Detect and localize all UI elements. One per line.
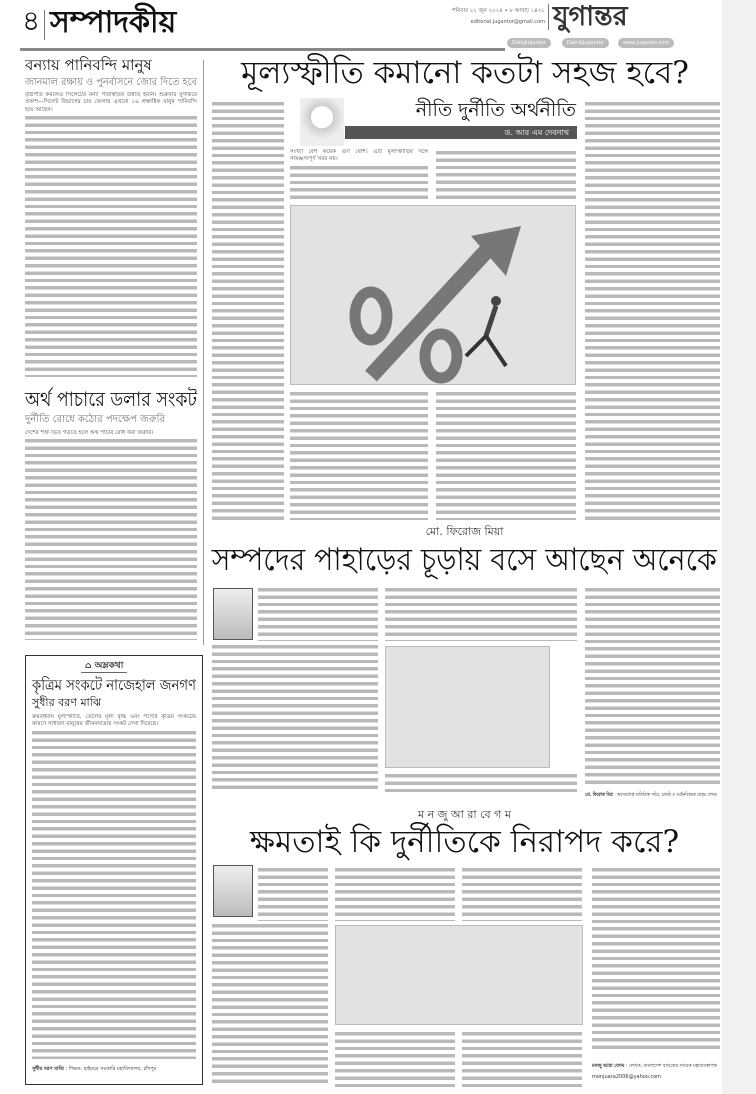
email: editorial.jugantor@gmail.com <box>470 19 545 25</box>
article-1-author: ড. আর এম দেবনাথ <box>504 128 569 137</box>
reader-box-title: কৃত্রিম সংকটে নাজেহাল জনগণ <box>32 676 196 694</box>
cartoon-power-corruption <box>335 925 583 1025</box>
article-1-body <box>436 149 576 199</box>
article-2-author: মো. ফিরোজ মিয়া <box>425 525 504 538</box>
article-3-body <box>258 866 328 921</box>
article-1-body <box>436 390 576 520</box>
article-3-body <box>212 922 328 1087</box>
reader-box-author: সুধীর বরণ মাঝি <box>32 696 102 709</box>
editorial-1-body: বৃষ্টিপাত কমলেও সিলেটের বন্যা পরিস্থিতির উন্নতি হয়নি। শুক্রবার যুগান্তরে প্রকাশ—সিলেট বিভাগের চার জেলায় এখনো ১৬ লক্ষাধিক মানুষ পানিবন্দি হয়ে আছেন। <box>25 92 197 377</box>
header-rule <box>20 48 505 51</box>
article-3-body <box>335 866 455 921</box>
divider <box>548 4 549 30</box>
author-photo <box>213 865 253 917</box>
cartoon-wealth-mountain <box>385 646 550 768</box>
divider <box>44 10 45 40</box>
article-2-body <box>385 586 577 641</box>
editorial-2-body: দেশের শক্ত ভিত গড়তে হলে অর্থ পাচার রোধ করা জরুরি। <box>25 430 197 640</box>
article-3-title: ক্ষমতাই কি দুর্নীতিকে নিরাপদ করে? <box>249 824 680 860</box>
article-2-body <box>212 643 378 793</box>
article-1-title: মূল্যস্ফীতি কমানো কতটা সহজ হবে? <box>241 55 689 91</box>
article-1-body <box>585 100 720 520</box>
article-3-body <box>592 866 720 1052</box>
editorial-2-subtitle: দুর্নীতি রোধে কঠোর পদক্ষেপ জরুরি <box>25 414 165 425</box>
article-2-body <box>585 586 720 786</box>
editorial-1-title: বন্যায় পানিবন্দি মানুষ <box>25 56 152 74</box>
inflation-illustration <box>290 205 576 385</box>
page-margin <box>722 0 756 1094</box>
reader-box-label: ⌂ অম্লকথা <box>81 660 127 673</box>
page-number: ৪ <box>22 4 41 37</box>
article-3-bio: মনজু আরা বেগম : লেখক, বাংলাদেশ ব্যাংকের সাবেক মহাব্যবস্থাপক <box>592 1063 717 1069</box>
website-link[interactable]: www.jugantor.com <box>618 38 674 48</box>
author-email: monjuara2006@yahoo.com <box>592 1074 662 1080</box>
reader-box-body: ক্রমবর্ধমান মূল্যস্ফীতি, তেলের মূল্য বৃদ্ধি এবং পণ্যের কৃত্রিম সংকটের কারণে সাধারণ মানুষের জীবনযাত্রায় সংকট দেখা দিয়েছে। <box>32 714 196 1059</box>
article-2-title: সম্পদের পাহাড়ের চূড়ায় বসে আছেন অনেকে <box>211 542 718 578</box>
editorial-2-title: অর্থ পাচারে ডলার সংকট <box>25 387 198 411</box>
author-photo <box>213 588 253 640</box>
newspaper-logo: যুগান্তর <box>553 1 628 32</box>
article-3-body <box>462 1030 582 1087</box>
article-3-body <box>335 1030 455 1087</box>
social-link-facebook[interactable]: DainikJugantor <box>562 38 609 48</box>
reader-box <box>25 655 203 1085</box>
article-2-bio: মো. ফিরোজ মিয়া : অবসরপ্রাপ্ত অতিরিক্ত সচিব, চাকরি ও আইনবিষয়ক গ্রন্থের লেখক <box>585 792 717 798</box>
article-1-body <box>212 100 284 520</box>
date: শনিবার ২২ জুন ২০২৪ • ৮ আষাঢ় ১৪৩১ <box>452 8 545 14</box>
reader-box-bio: সুধীর বরণ মাঝি : শিক্ষক, হাইমচর সরকারি মহাবিদ্যালয়, চাঁদপুর <box>32 1066 157 1072</box>
section-title: সম্পাদকীয় <box>50 5 177 40</box>
social-link-x[interactable]: DailyJugantor <box>507 38 551 48</box>
author-bar <box>345 126 577 139</box>
column-divider <box>203 60 204 645</box>
article-1-body: সংখ্যা বেশ কয়েক গুণ বেশি। এটি মূল্যস্ফীতির সঙ্গে সামঞ্জস্যপূর্ণ খবর নয়। <box>290 149 428 199</box>
author-photo <box>300 98 344 146</box>
article-2-body <box>258 586 378 641</box>
article-2-body <box>385 772 577 794</box>
article-3-author: ম ন জু আ রা বে গ ম <box>418 808 511 821</box>
percent-arrow-icon <box>291 206 577 386</box>
article-1-body <box>290 390 428 520</box>
article-3-body <box>462 866 582 921</box>
column-name: নীতি দুর্নীতি অর্থনীতি <box>415 99 576 121</box>
editorial-1-subtitle: জানমাল রক্ষায় ও পুনর্বাসনে জোর দিতে হবে <box>25 77 198 88</box>
